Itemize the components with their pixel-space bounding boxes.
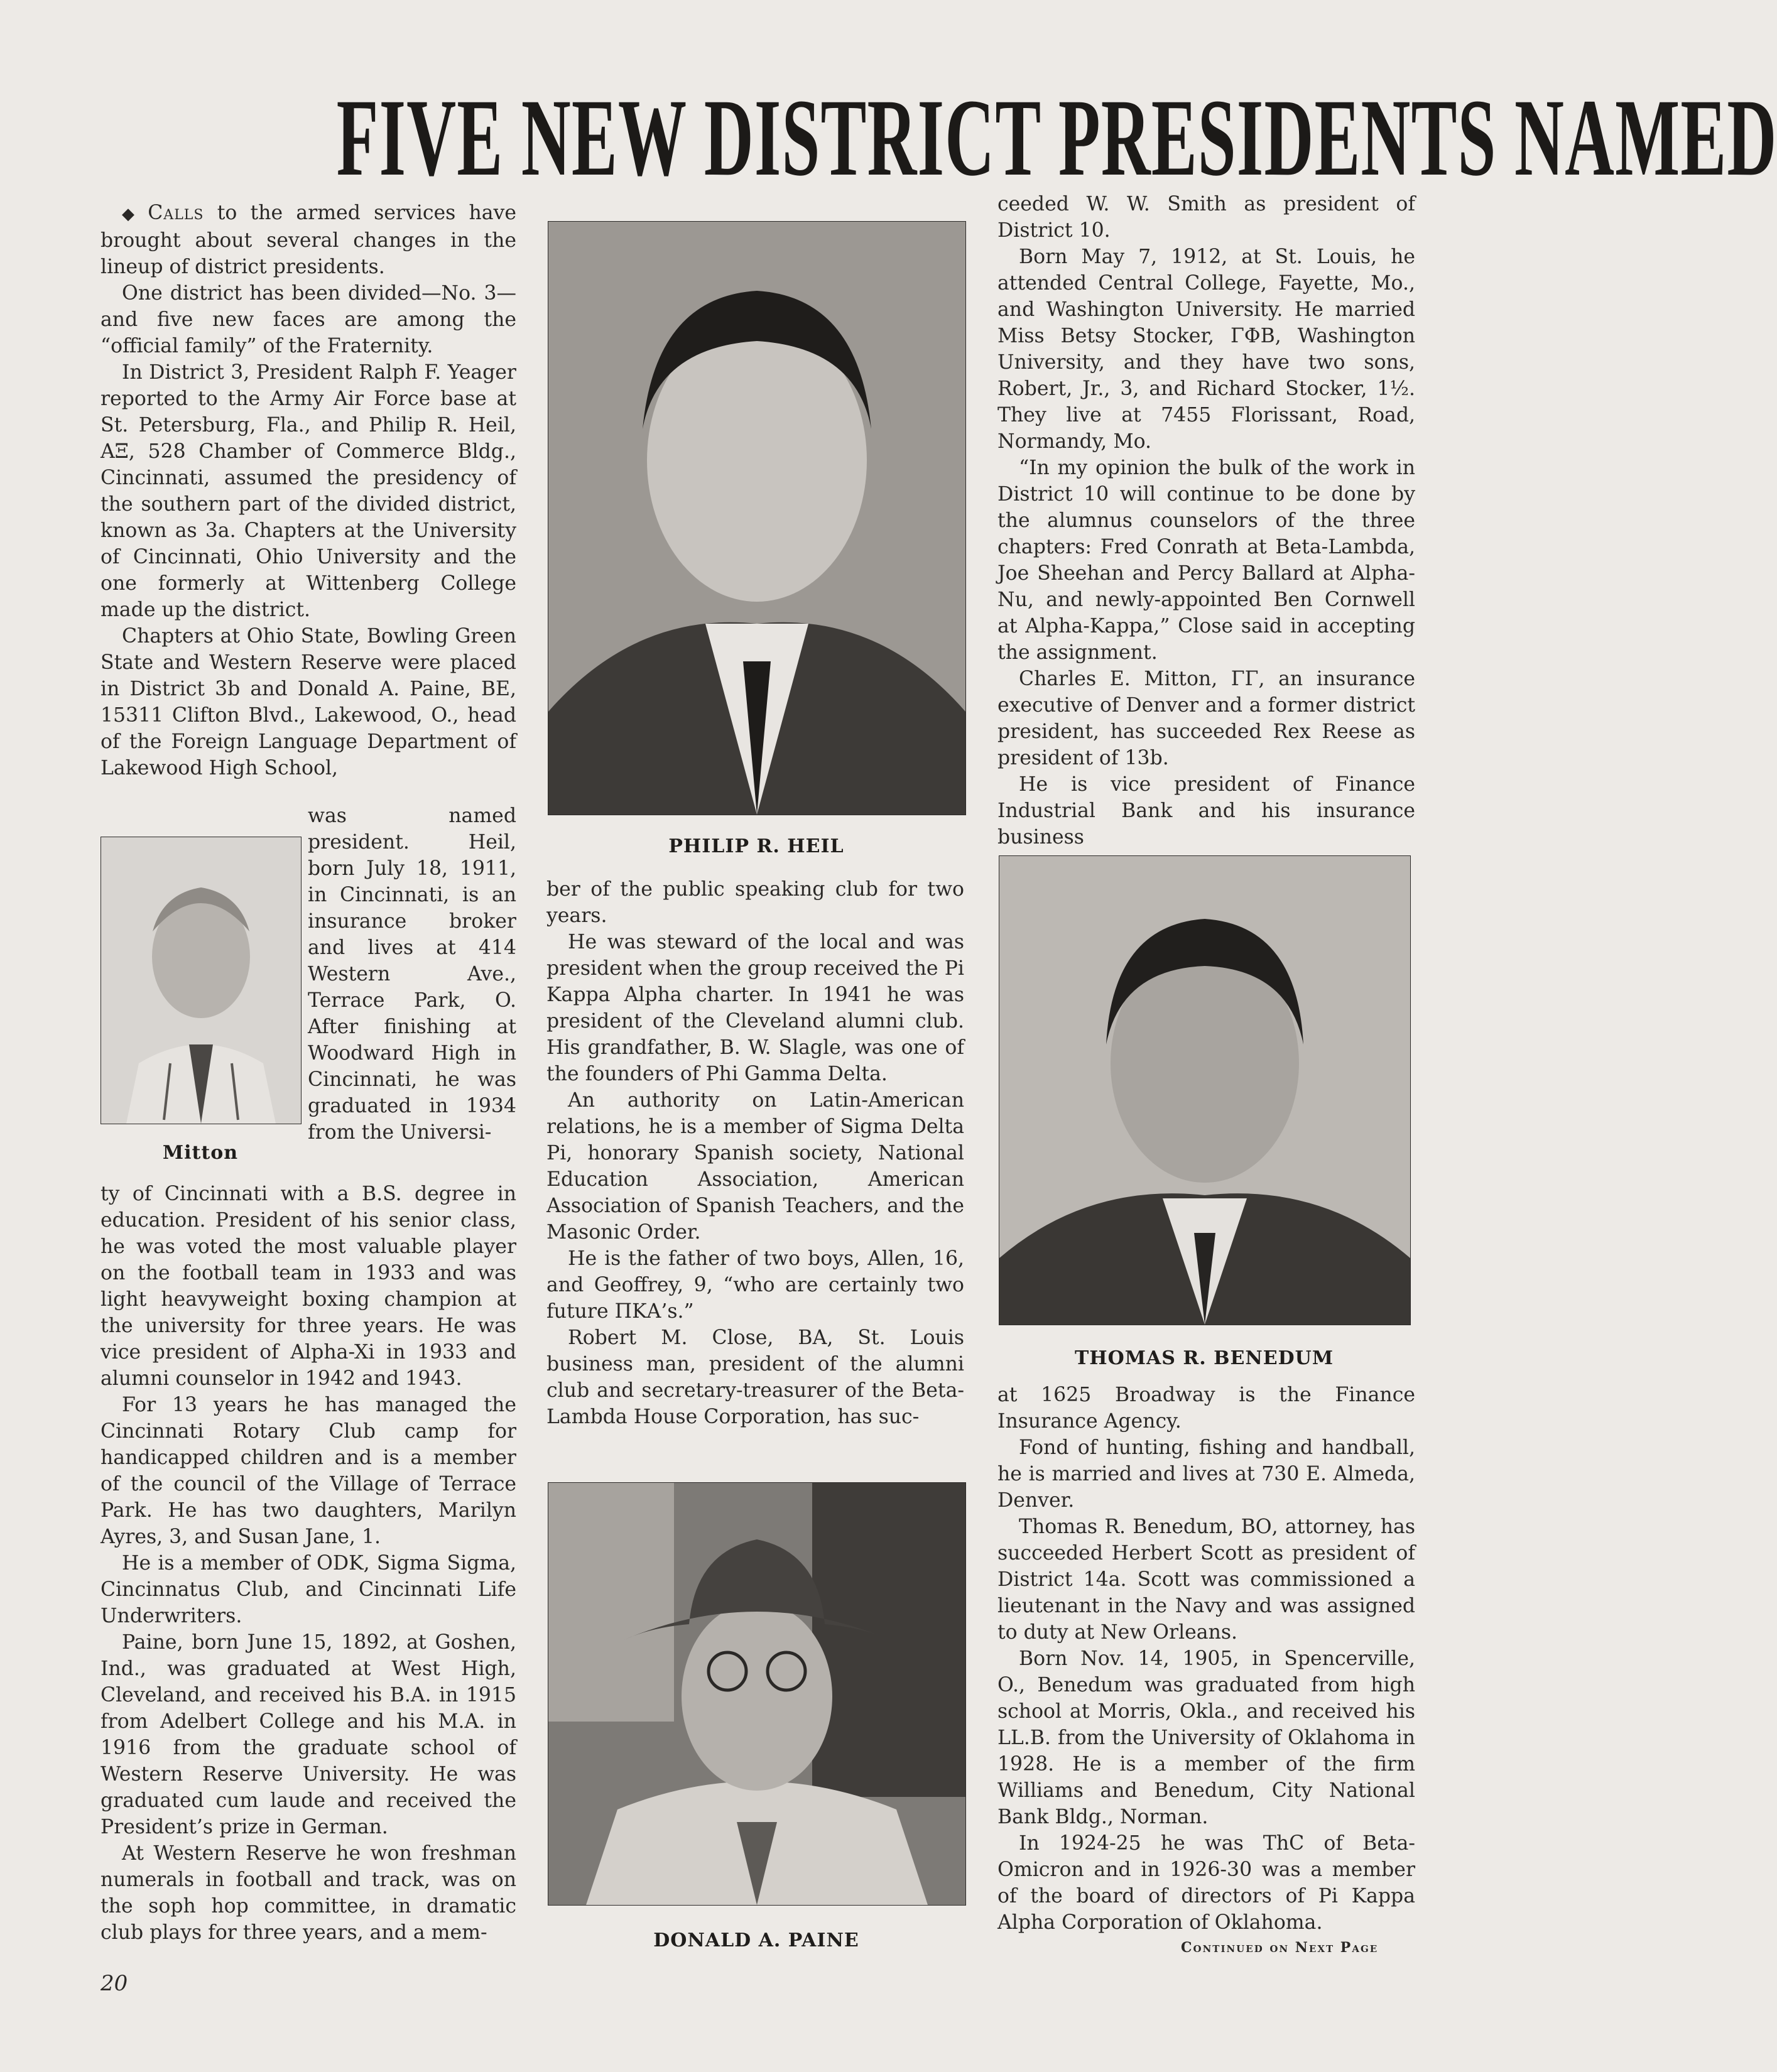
- heil-photo: [548, 221, 966, 815]
- column-1: [101, 200, 516, 781]
- paragraph: was named president. Heil, born July 18, 1911, in Cincinnati, is an insurance broker and lives at 414 Western Ave., Terrace Park, O. After finishing at Woodward High in Cincinnati, he was graduated in 1934 from the Universi-: [308, 805, 516, 1144]
- portrait-image: [999, 856, 1410, 1325]
- mitton-photo: [101, 837, 302, 1124]
- paragraph: He was steward of the local and was president when the group received the Pi Kappa Alpha charter. In 1941 he was president of the Cleveland alumni club. His grandfather, B. W. Slagle, was one of the founders of Phi Gamma Delta.: [546, 931, 964, 1085]
- paragraph: Fond of hunting, fishing and handball, he is married and lives at 730 E. Almeda, Denver.: [997, 1436, 1415, 1512]
- page-number: 20: [101, 1971, 128, 1996]
- paragraph: Chapters at Ohio State, Bowling Green State and Western Reserve were placed in District 3b and Donald A. Paine, ΒΕ, 15311 Clifton Blvd., Lakewood, O., head of the Foreign Language Department of Lakewood High School,: [101, 625, 516, 779]
- diamond-bullet-icon: ◆: [122, 205, 142, 224]
- paragraph: He is the father of two boys, Allen, 16, and Geoffrey, 9, “who are certainly two future ΠΚΑ’s.”: [546, 1247, 964, 1323]
- lead-smallcaps: Calls: [148, 202, 204, 224]
- page-headline: FIVE NEW DISTRICT PRESIDENTS NAMED: [336, 77, 1777, 199]
- paragraph: He is a member of ODK, Sigma Sigma, Cincinnatus Club, and Cincinnati Life Underwriters.: [101, 1552, 516, 1627]
- column-2: [546, 876, 964, 1430]
- paine-caption: DONALD A. PAINE: [653, 1929, 859, 1951]
- paragraph: In 1924-25 he was ThC of Beta-Omicron and in 1926-30 was a member of the board of directors of Pi Kappa Alpha Corporation of Oklahoma.: [997, 1832, 1415, 1934]
- benedum-caption: THOMAS R. BENEDUM: [1074, 1347, 1334, 1369]
- lead-text: to the armed services have brought about several changes in the lineup of district presidents.: [101, 202, 516, 278]
- paragraph: In District 3, President Ralph F. Yeager reported to the Army Air Force base at St. Petersburg, Fla., and Philip R. Heil, ΑΞ, 528 Chamber of Commerce Bldg., Cincinnati, assumed the presidency of the southern part of the divided district, known as 3a. Chapters at the University of Cincinnati, Ohio University and the one formerly at Wittenberg College made up the district.: [101, 361, 516, 621]
- paragraph: at 1625 Broadway is the Finance Insurance Agency.: [997, 1384, 1415, 1433]
- column-1-continued: [101, 1181, 516, 1946]
- portrait-image: [548, 222, 965, 815]
- paragraph: For 13 years he has managed the Cincinnati Rotary Club camp for handicapped children and is a member of the council of the Village of Terrace Park. He has two daughters, Marilyn Ayres, 3, and Susan Jane, 1.: [101, 1394, 516, 1548]
- benedum-photo: [999, 855, 1411, 1325]
- lead-paragraph: [101, 200, 516, 280]
- paragraph: One district has been divided—No. 3—and five new faces are among the “official family” of the Fraternity.: [101, 282, 516, 357]
- paragraph: ceeded W. W. Smith as president of District 10.: [997, 193, 1415, 242]
- inset-text: [308, 803, 516, 1146]
- paragraph: An authority on Latin-American relations, he is a member of Sigma Delta Pi, honorary Spanish society, National Education Association, American Association of Spanish Teachers, and the Masonic Order.: [546, 1089, 964, 1244]
- paragraph: ty of Cincinnati with a B.S. degree in education. President of his senior class, he was voted the most valuable player on the football team in 1933 and was light heavyweight boxing champion at the university for three years. He was vice president of Alpha-Xi in 1933 and alumni counselor in 1942 and 1943.: [101, 1183, 516, 1390]
- paragraph: Born Nov. 14, 1905, in Spencerville, O., Benedum was graduated from high school at Morris, Okla., and received his LL.B. from the University of Oklahoma in 1928. He is a member of the firm Williams and Benedum, City National Bank Bldg., Norman.: [997, 1647, 1415, 1828]
- heil-caption: PHILIP R. HEIL: [668, 835, 844, 857]
- paragraph: At Western Reserve he won freshman numerals in football and track, was on the soph hop committee, in dramatic club plays for three years, and a mem-: [101, 1842, 516, 1944]
- column-3: [997, 191, 1415, 850]
- continued-note: Continued on Next Page: [1181, 1939, 1379, 1956]
- paine-photo: [548, 1482, 966, 1906]
- paragraph: ber of the public speaking club for two years.: [546, 878, 964, 927]
- column-3-continued: [997, 1382, 1415, 1936]
- paragraph: He is vice president of Finance Industrial Bank and his insurance business: [997, 773, 1415, 849]
- portrait-image: [548, 1483, 965, 1905]
- paragraph: Robert M. Close, ΒΑ, St. Louis business man, president of the alumni club and secretary-treasurer of the Beta-Lambda House Corporation, has suc-: [546, 1326, 964, 1428]
- paragraph: Thomas R. Benedum, ΒΟ, attorney, has succeeded Herbert Scott as president of District 14a. Scott was commissioned a lieutenant in the Navy and was assigned to duty at New Orleans.: [997, 1516, 1415, 1644]
- mitton-caption: Mitton: [162, 1142, 239, 1164]
- paragraph: Born May 7, 1912, at St. Louis, he attended Central College, Fayette, Mo., and Washington University. He married Miss Betsy Stocker, ΓΦΒ, Washington University, and they have two sons, Robert, Jr., 3, and Richard Stocker, 1½. They live at 7455 Florissant, Road, Normandy, Mo.: [997, 246, 1415, 453]
- paragraph: “In my opinion the bulk of the work in District 10 will continue to be done by the alumnus counselors of the three chapters: Fred Conrath at Beta-Lambda, Joe Sheehan and Percy Ballard at Alpha-Nu, and newly-appointed Ben Cornwell at Alpha-Kappa,” Close said in accepting the assignment.: [997, 457, 1415, 664]
- portrait-image: [101, 837, 301, 1124]
- paragraph: Paine, born June 15, 1892, at Goshen, Ind., was graduated at West High, Cleveland, and received his B.A. in 1915 from Adelbert College and his M.A. in 1916 from the graduate school of Western Reserve University. He was graduated cum laude and received the President’s prize in German.: [101, 1631, 516, 1838]
- paragraph: Charles E. Mitton, ΓΓ, an insurance executive of Denver and a former district president, has succeeded Rex Reese as president of 13b.: [997, 668, 1415, 769]
